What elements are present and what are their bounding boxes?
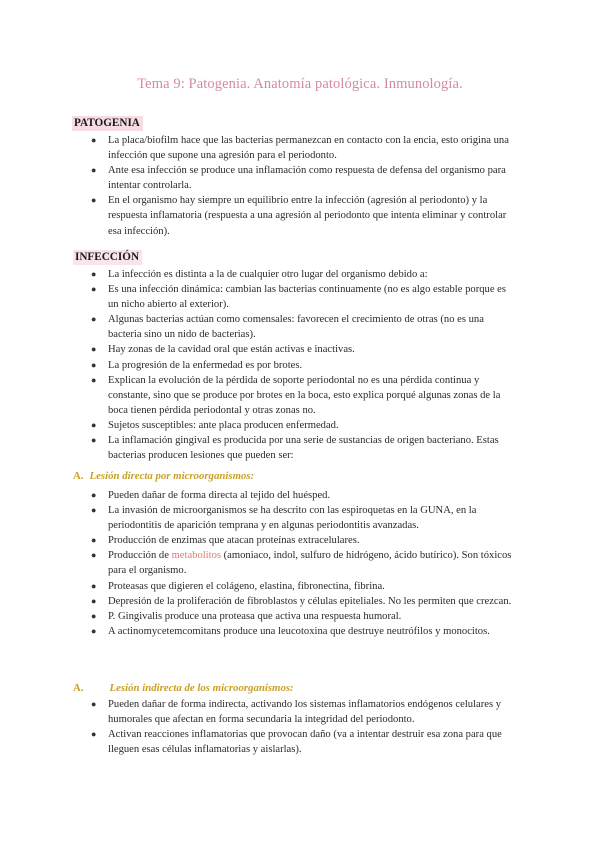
bullet-icon: ● <box>91 269 97 279</box>
bullet-icon: ● <box>91 535 97 546</box>
subheading-label: Lesión indirecta de los microorganismos: <box>109 682 294 694</box>
bullet-icon: ● <box>91 314 97 325</box>
heading-infeccion: INFECCIÓN <box>73 250 142 265</box>
bullet-icon: ● <box>91 595 97 606</box>
highlighted-term: metabolitos <box>171 550 221 562</box>
list-item: ● A actinomycetemcomitans produce una leucotoxina que destruye neutrófilos y monocitos. <box>0 624 600 639</box>
bullet-icon: ● <box>91 490 97 500</box>
subheading-lesion-directa <box>73 470 254 482</box>
bullet-icon: ● <box>91 550 97 561</box>
bullet-icon: ● <box>91 435 97 446</box>
list-item: ● La progresión de la enfermedad es por brotes. <box>0 358 600 373</box>
list-lesion-indirecta <box>0 697 600 757</box>
list-item: ● Depresión de la proliferación de fibroblastos y células epiteliales. No les permiten que crezcan. <box>0 594 600 609</box>
bullet-icon: ● <box>91 165 97 176</box>
list-item: ● Proteasas que digieren el colágeno, elastina, fibronectina, fibrina. <box>0 579 600 594</box>
list-item: ● La placa/biofilm hace que las bacterias permanezcan en contacto con la encia, esto origina una infección que supone una agresión para el periodonto. <box>91 135 509 162</box>
bullet-icon: ● <box>91 284 97 295</box>
list-item: ● Ante esa infección se produce una inflamación como respuesta de defensa del organismo para intentar controlarla. <box>91 165 506 192</box>
list-infeccion <box>0 267 600 463</box>
bullet-icon: ● <box>91 374 97 385</box>
list-item: ● Algunas bacterias actúan como comensales: favorecen el crecimiento de otras (no es una bacteria sino un nido de bacterias). <box>91 314 484 341</box>
bullet-icon: ● <box>91 419 97 430</box>
bullet-icon: ● <box>91 195 97 206</box>
list-item: ● Activan reacciones inflamatorias que provocan daño (va a intentar destruir esa zona para que lleguen esas células inflamatorias y aislarlas). <box>91 729 502 756</box>
list-item: ● La inflamación gingival es producida por una serie de sustancias de origen bacteriano. Estas bacterias producen lesiones que pueden ser: <box>91 435 499 462</box>
list-patogenia <box>0 133 600 239</box>
bullet-icon: ● <box>91 359 97 370</box>
list-item: ● Pueden dañar de forma indirecta, activando los sistemas inflamatorios endógenos celulares y humorales que afectan en forma secundaria la integridad del periodonto. <box>91 699 502 726</box>
list-item: ● P. Gingivalis produce una proteasa que activa una respuesta humoral. <box>0 609 600 624</box>
bullet-icon: ● <box>91 344 97 355</box>
subheading-letter: A. <box>73 682 84 694</box>
subheading-lesion-indirecta <box>73 682 294 694</box>
bullet-icon: ● <box>91 729 97 740</box>
list-item: ● Pueden dañar de forma directa al tejido del huésped. <box>0 488 600 503</box>
list-item: ● Producción de metabolitos (amoniaco, indol, sulfuro de hidrógeno, ácido butírico). Son tóxicos para el organismo. <box>91 550 512 577</box>
page-title: Tema 9: Patogenia. Anatomía patológica. Inmunología. <box>137 76 463 92</box>
list-item: ● Es una infección dinámica: cambian las bacterias continuamente (no es algo estable porque es un nicho abierto al exterior). <box>91 284 506 311</box>
bullet-icon: ● <box>91 699 97 709</box>
subheading-label: Lesión directa por microorganismos: <box>89 470 255 482</box>
list-item: ● Hay zonas de la cavidad oral que están activas e inactivas. <box>0 342 600 357</box>
list-item: ● Explican la evolución de la pérdida de soporte periodontal no es una pérdida continua y constante, sino que se produce por brotes en la boca, esto explica porqué algunas zonas de la boca tienen pérdida periodontal y otras zonas no. <box>91 374 501 416</box>
subheading-letter: A. <box>73 470 84 482</box>
bullet-icon: ● <box>91 580 97 591</box>
list-item: ● La invasión de microorganismos se ha descrito con las espiroquetas en la GUNA, en la periodontitis de aparición temprana y en algunas periodontitis avanzadas. <box>91 505 477 532</box>
list-lesion-directa <box>0 488 600 639</box>
list-item: ● La infección es distinta a la de cualquier otro lugar del organismo debido a: <box>0 267 600 282</box>
list-item: ● Sujetos susceptibles: ante placa producen enfermedad. <box>0 418 600 433</box>
bullet-icon: ● <box>91 625 97 636</box>
bullet-icon: ● <box>91 505 97 516</box>
heading-patogenia: PATOGENIA <box>72 116 143 131</box>
bullet-icon: ● <box>91 135 97 145</box>
list-item: ● En el organismo hay siempre un equilibrio entre la infección (agresión al periodonto) y la respuesta inflamatoria (respuesta a una agresión al periodonto que intenta eliminar y controlar esa infección). <box>91 195 507 237</box>
list-item: ● Producción de enzimas que atacan proteínas extracelulares. <box>0 533 600 548</box>
bullet-icon: ● <box>91 610 97 621</box>
